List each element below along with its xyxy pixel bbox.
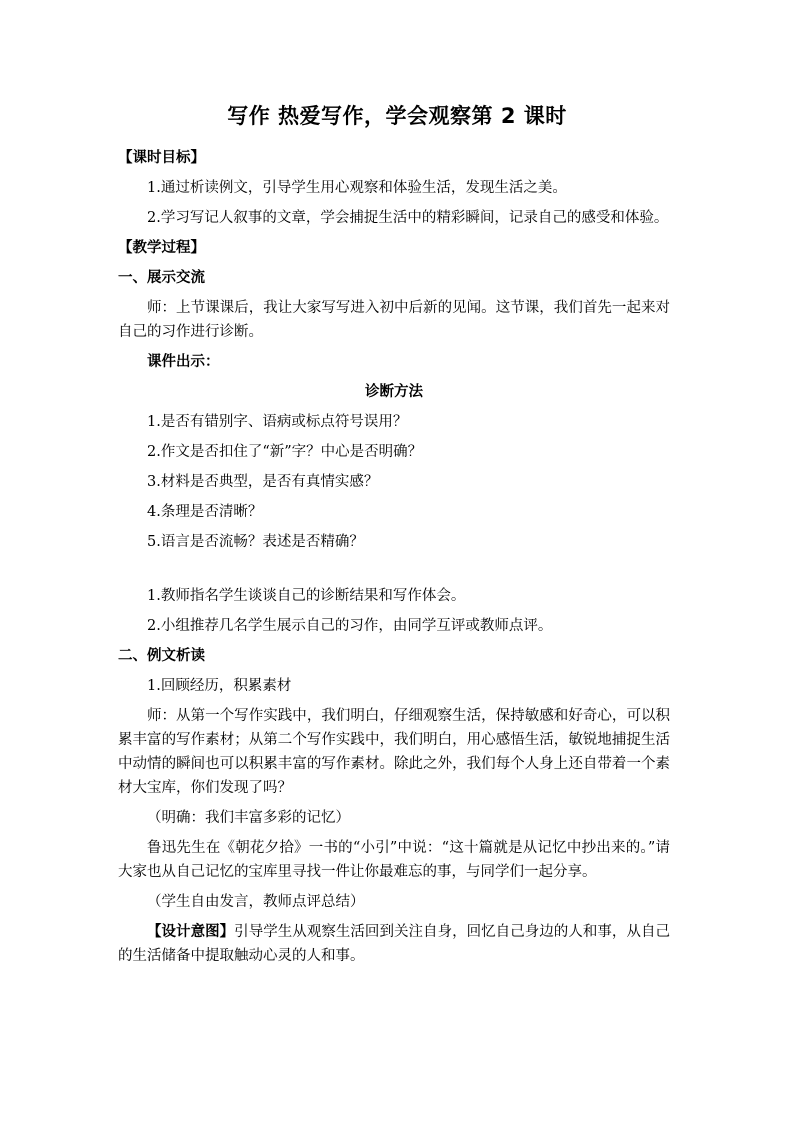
design-intent-label: 【设计意图】 — [147, 924, 235, 940]
diagnosis-item: 3.材料是否典型，是否有真情实感？ — [147, 474, 379, 490]
goal-item-1: 1.通过析读例文，引导学生用心观察和体验生活，发现生活之美。 — [147, 180, 567, 196]
diagnosis-item: 5.语言是否流畅？表述是否精确？ — [147, 534, 364, 550]
spacer — [118, 560, 670, 584]
part2-note-1: （明确：我们丰富多彩的记忆） — [147, 810, 350, 826]
document-body — [118, 146, 670, 974]
part2-note-2: （学生自由发言，教师点评总结） — [147, 894, 365, 910]
courseware-label: 课件出示： — [147, 354, 220, 370]
after-item-1: 1.教师指名学生谈谈自己的诊断结果和写作体会。 — [147, 588, 466, 604]
part2-paragraph-2: 鲁迅先生在《朝花夕拾》一书的“小引”中说：“这十篇就是从记忆中抄出来的。”请大家也从自己记忆的宝库里寻找一件让你最难忘的事，与同学们一起分享。 — [118, 840, 670, 880]
diagnosis-title: 诊断方法 — [365, 384, 423, 400]
goals-heading: 【课时目标】 — [118, 150, 205, 166]
goal-item-2: 2.学习写记人叙事的文章，学会捕捉生活中的精彩瞬间，记录自己的感受和体验。 — [147, 210, 669, 226]
diagnosis-item: 4.条理是否清晰？ — [147, 504, 263, 520]
document-title: 写作 热爱写作，学会观察第 2 课时 — [227, 104, 567, 128]
part2-paragraph-1: 师：从第一个写作实践中，我们明白，仔细观察生活，保持敏感和好奇心，可以积累丰富的写作素材；从第二个写作实践中，我们明白，用心感悟生活，敏锐地捕捉生活中动情的瞬间也可以积累丰富的写作素材。除此之外，我们每个人身上还自带着一个素材大宝库，你们发现了吗？ — [118, 708, 670, 796]
diagnosis-item: 1.是否有错别字、语病或标点符号误用？ — [147, 414, 408, 430]
part2-heading: 二、例文析读 — [118, 648, 205, 664]
part1-paragraph: 师：上节课课后，我让大家写写进入初中后新的见闻。这节课，我们首先一起来对自己的习作进行诊断。 — [118, 300, 670, 340]
design-intent-paragraph — [118, 920, 670, 968]
design-intent-text: 引导学生从观察生活回到关注自身，回忆自己身边的人和事，从自己的生活储备中提取触动心灵的人和事。 — [118, 924, 670, 964]
diagnosis-item: 2.作文是否扣住了“新”字？中心是否明确？ — [147, 444, 423, 460]
process-heading: 【教学过程】 — [118, 240, 205, 256]
part1-heading: 一、展示交流 — [118, 270, 205, 286]
after-item-2: 2.小组推荐几名学生展示自己的习作，由同学互评或教师点评。 — [147, 618, 553, 634]
part2-subheading: 1.回顾经历，积累素材 — [147, 678, 292, 694]
